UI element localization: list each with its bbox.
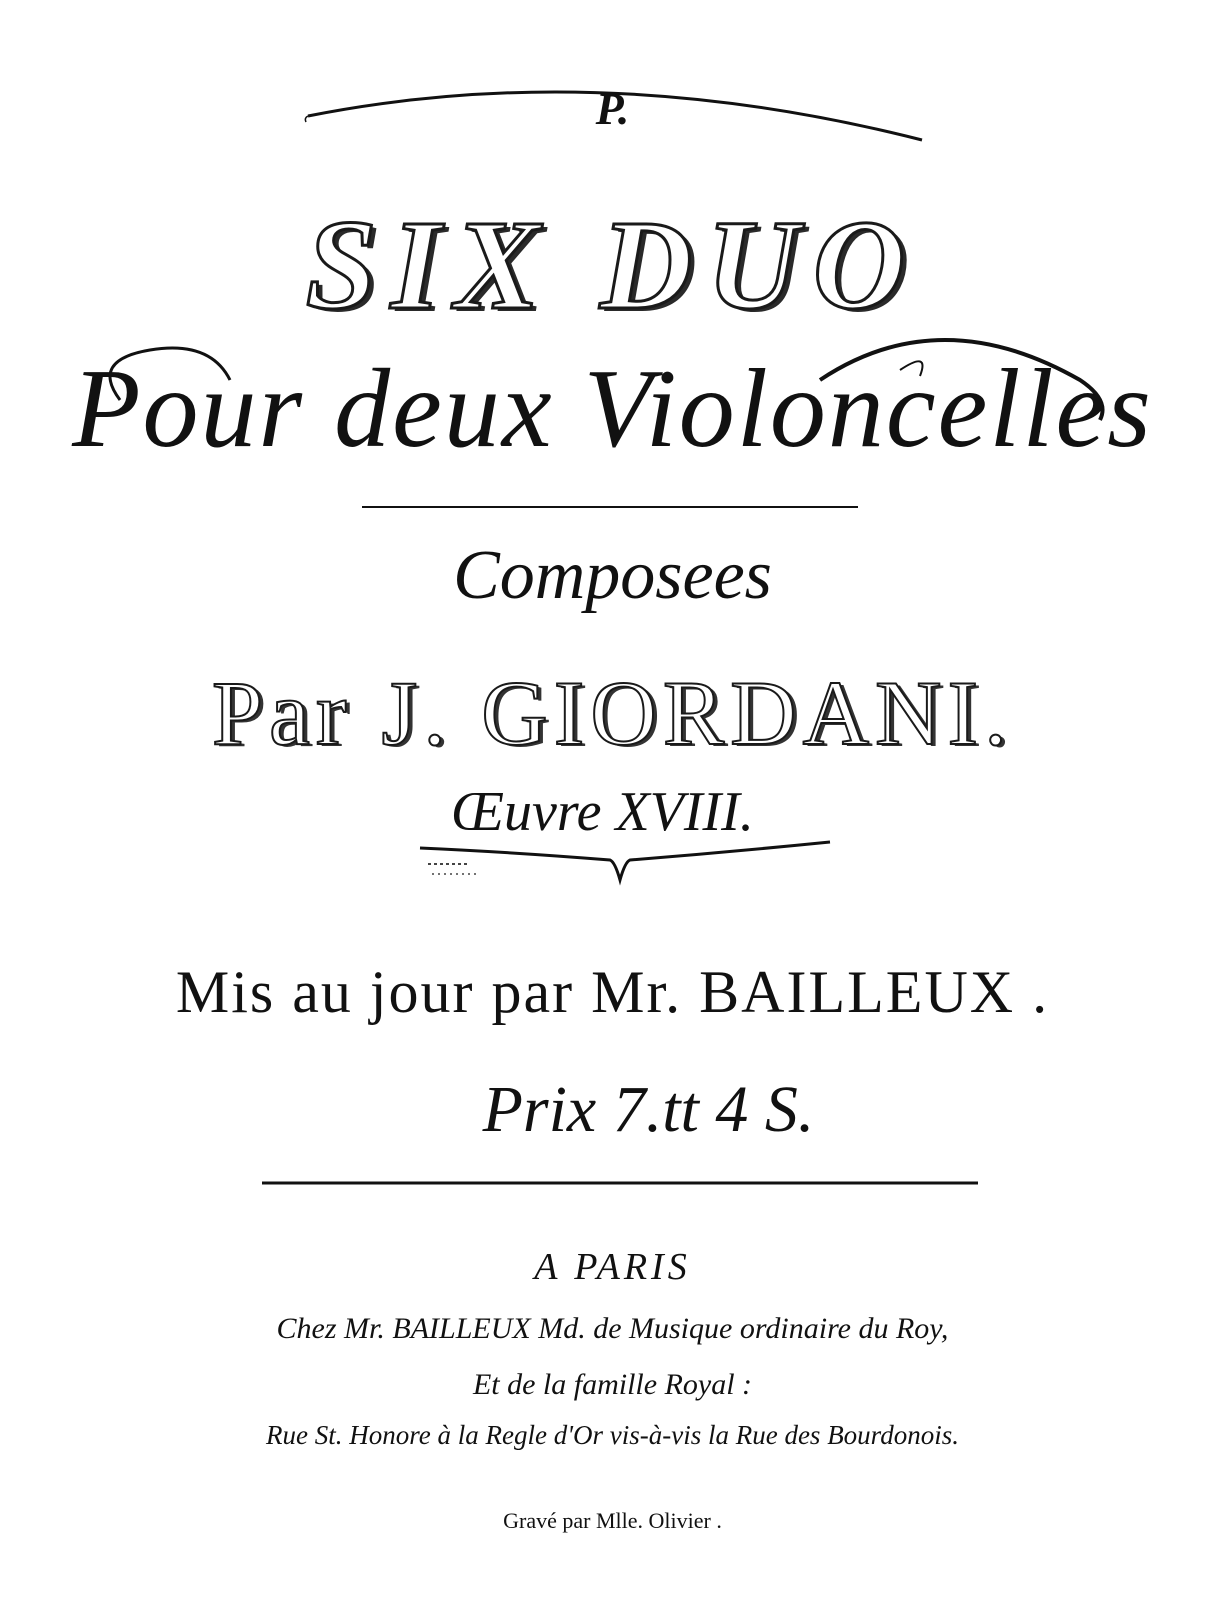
title-rule	[360, 500, 860, 514]
opus-bracket-flourish	[410, 840, 850, 900]
publisher-address-line-1: Chez Mr. BAILLEUX Md. de Musique ordinaire du Roy,	[276, 1312, 949, 1345]
title-line-2: Pour deux Violoncelles	[72, 347, 1153, 471]
catalog-mark: P.	[595, 83, 630, 134]
publisher-address-line-2: Et de la famille Royal :	[472, 1368, 753, 1401]
title-line-1: SIX DUO	[305, 194, 920, 336]
composer-name: Par J. GIORDANI.	[211, 662, 1014, 764]
opus-number: Œuvre XVIII.	[451, 781, 754, 843]
publisher-address-line-3: Rue St. Honore à la Regle d'Or vis-à-vis la Rue des Bourdonois.	[266, 1420, 959, 1450]
engraver-credit: Gravé par Mlle. Olivier .	[503, 1508, 722, 1533]
price-line: Prix 7.tt 4 S.	[482, 1073, 815, 1146]
address-rule	[260, 1176, 980, 1190]
publication-city: A PARIS	[534, 1246, 691, 1288]
editor-line: Mis au jour par Mr. BAILLEUX .	[175, 959, 1050, 1025]
composed-label: Composees	[453, 537, 772, 614]
